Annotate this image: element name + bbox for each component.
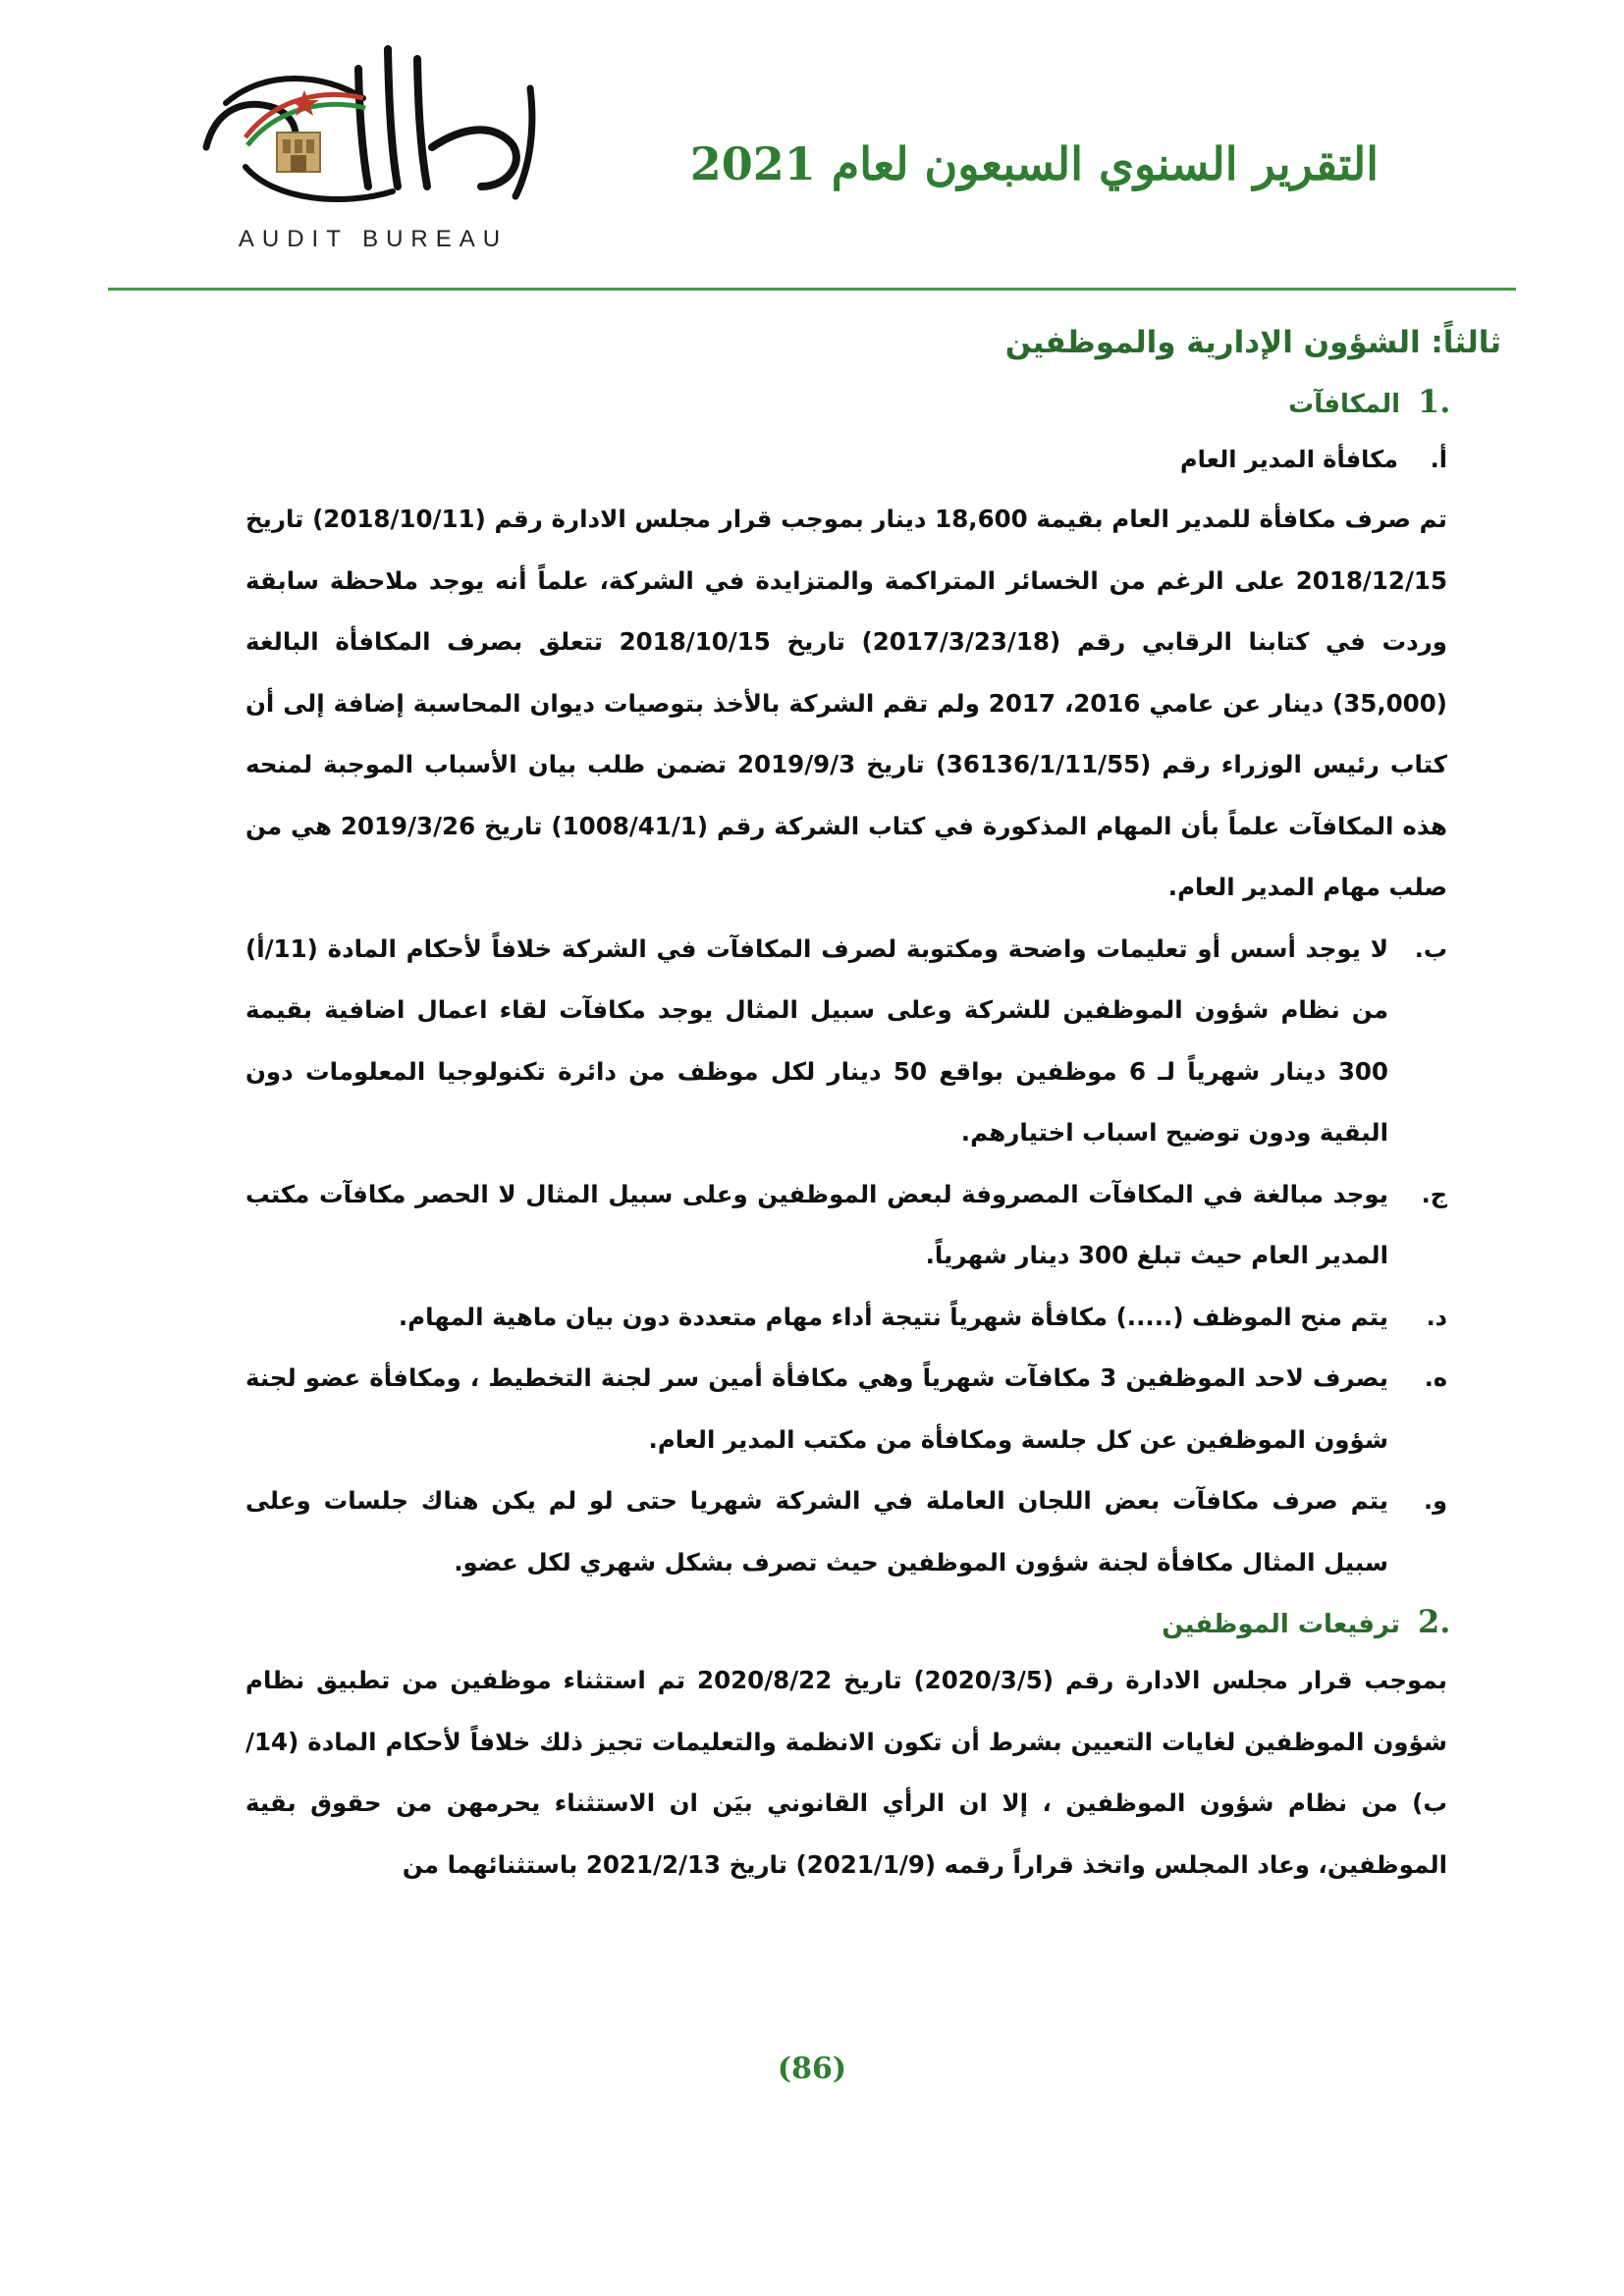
main-content: [245, 312, 1501, 1896]
rewards-number: 1.: [1418, 383, 1451, 420]
list-item: [245, 1348, 1447, 1470]
audit-bureau-logo: [187, 29, 560, 255]
gm-reward-mark: أ.: [1430, 446, 1447, 473]
list-item-text: يصرف لاحد الموظفين 3 مكافآت شهرياً وهي مكافأة أمين سر لجنة التخطيط ، ومكافأة عضو لجنة شؤون الموظفين عن كل جلسة ومكافأة من مكتب المدير العام.: [245, 1363, 1388, 1454]
rewards-label: المكافآت: [1288, 390, 1400, 419]
list-item: [245, 1470, 1447, 1593]
report-title: التقرير السنوي السبعون لعام 2021: [689, 137, 1379, 190]
gm-reward-label: مكافأة المدير العام: [1180, 446, 1398, 473]
page-number: (86): [777, 2052, 847, 2086]
promotions-paragraph: بموجب قرار مجلس الادارة رقم (2020/3/5) تاريخ 2020/8/22 تم استثناء موظفين من تطبيق نظام شؤون الموظفين لغايات التعيين بشرط أن تكون الانظمة والتعليمات تجيز ذلك خلافاً لأحكام المادة (14/ب) من نظام شؤون الموظفين ، إلا ان الرأي القانوني بيَن ان الاستثناء يحرمهن من حقوق بقية الموظفين، وعاد المجلس واتخذ قراراً رقمه (2021/1/9) تاريخ 2021/2/13 باستثنائهما من: [245, 1666, 1447, 1879]
section-heading: ثالثاً: الشؤون الإدارية والموظفين: [1004, 325, 1501, 360]
list-item-text: يتم منح الموظف (.....) مكافأة شهرياً نتيجة أداء مهام متعددة دون بيان ماهية المهام.: [398, 1302, 1388, 1331]
list-item-mark: د.: [1426, 1303, 1447, 1331]
gm-reward-paragraph: تم صرف مكافأة للمدير العام بقيمة 18,600 دينار بموجب قرار مجلس الادارة رقم (2018/10/11) تاريخ 2018/12/15 على الرغم من الخسائر المتراكمة والمتزايدة في الشركة، علماً أنه يوجد ملاحظة سابقة وردت في كتابنا الرقابي رقم (2017/3/23/18) تاريخ 2018/10/15 تتعلق بصرف المكافأة البالغة (35,000) دينار عن عامي 2016، 2017 ولم تقم الشركة بالأخذ بتوصيات ديوان المحاسبة إضافة إلى أن كتاب رئيس الوزراء رقم (36136/1/11/55) تاريخ 2019/9/3 تضمن طلب بيان الأسباب الموجبة لمنحه هذه المكافآت علماً بأن المهام المذكورة في كتاب الشركة رقم (1008/41/1) تاريخ 2019/3/26 هي من صلب مهام المدير العام.: [245, 505, 1448, 901]
logo-latin-text: AUDIT BUREAU: [238, 226, 509, 252]
list-item-mark: ج.: [1421, 1180, 1447, 1208]
logo-emblem-icon: [187, 29, 560, 226]
list-item-mark: ب.: [1414, 934, 1447, 963]
rewards-heading: [245, 373, 1477, 430]
list-item-text: يوجد مبالغة في المكافآت المصروفة لبعض الموظفين وعلى سبيل المثال لا الحصر مكافآت مكتب المدير العام حيث تبلغ 300 دينار شهرياً.: [245, 1179, 1388, 1269]
list-item: [245, 1287, 1447, 1349]
list-item-mark: و.: [1423, 1487, 1447, 1515]
list-item-text: يتم صرف مكافآت بعض اللجان العاملة في الشركة شهريا حتى لو لم يكن هناك جلسات وعلى سبيل المثال مكافأة لجنة شؤون الموظفين حيث تصرف بشكل شهري لكل عضو.: [245, 1486, 1388, 1576]
list-item: [245, 1164, 1447, 1287]
promotions-label: ترفيعات الموظفين: [1162, 1610, 1400, 1639]
promotions-number: 2.: [1418, 1603, 1451, 1640]
list-item: [245, 919, 1447, 1164]
promotions-heading: [245, 1593, 1477, 1650]
header-divider: [108, 288, 1516, 291]
list-item-mark: ه.: [1424, 1364, 1447, 1392]
list-item-text: لا يوجد أسس أو تعليمات واضحة ومكتوبة لصرف المكافآت في الشركة خلافاً لأحكام المادة (11/أ) من نظام شؤون الموظفين للشركة وعلى سبيل المثال يوجد مكافآت لقاء اعمال اضافية بقيمة 300 دينار شهرياً لـ 6 موظفين بواقع 50 دينار لكل موظف من دائرة تكنولوجيا المعلومات دون البقية ودون توضيح اسباب اختيارهم.: [245, 934, 1388, 1147]
gm-reward-heading: [245, 430, 1447, 489]
